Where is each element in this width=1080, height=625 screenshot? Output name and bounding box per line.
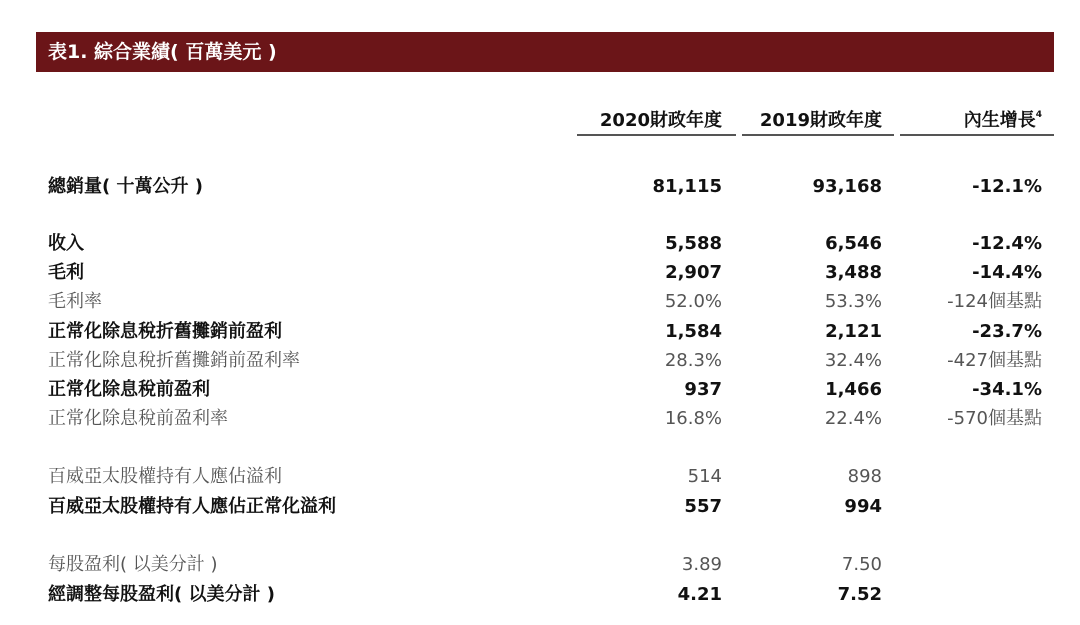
cell-fy2019: 3,488: [825, 262, 882, 283]
cell-organic-growth: -570個基點: [947, 408, 1042, 429]
cell-organic-growth: -14.4%: [972, 262, 1042, 283]
table-row: [0, 404, 1080, 434]
column-rule-fy2019: [742, 134, 894, 136]
cell-fy2020: 3.89: [681, 554, 722, 575]
column-header-organic-growth-label: 內生增長: [963, 110, 1036, 131]
table-title-bar: [36, 32, 1054, 72]
cell-fy2019: 32.4%: [824, 350, 882, 371]
cell-fy2019: 1,466: [825, 379, 882, 400]
column-rule-organic-growth: [900, 134, 1054, 136]
table-row: [0, 346, 1080, 376]
cell-fy2020: 514: [687, 466, 722, 487]
cell-fy2020: 1,584: [665, 321, 722, 342]
cell-fy2020: 81,115: [652, 176, 722, 197]
row-label: 每股盈利( 以美分計 ): [48, 554, 218, 575]
row-label: 總銷量( 十萬公升 ): [48, 176, 203, 197]
cell-fy2019: 7.52: [837, 584, 882, 605]
table-row: [0, 462, 1080, 492]
cell-fy2019: 93,168: [812, 176, 882, 197]
row-label: 正常化除息稅前盈利: [48, 379, 210, 400]
table-row: [0, 492, 1080, 522]
cell-fy2020: 4.21: [677, 584, 722, 605]
cell-fy2020: 16.8%: [664, 408, 722, 429]
row-label: 毛利率: [48, 291, 102, 312]
cell-organic-growth: -12.4%: [972, 233, 1042, 254]
cell-fy2019: 53.3%: [824, 291, 882, 312]
table-row: [0, 172, 1080, 202]
row-label: 收入: [48, 233, 84, 254]
row-label: 經調整每股盈利( 以美分計 ): [48, 584, 275, 605]
cell-organic-growth: -12.1%: [972, 176, 1042, 197]
table-row: [0, 229, 1080, 259]
cell-fy2020: 557: [684, 496, 722, 517]
column-header-fy2020: 2020財政年度: [599, 110, 722, 131]
row-label: 正常化除息稅折舊攤銷前盈利率: [48, 350, 300, 371]
cell-fy2020: 5,588: [665, 233, 722, 254]
cell-organic-growth: -427個基點: [947, 350, 1042, 371]
cell-fy2019: 6,546: [825, 233, 882, 254]
cell-fy2019: 898: [847, 466, 882, 487]
row-label: 百威亞太股權持有人應佔正常化溢利: [48, 496, 336, 517]
table-row: [0, 287, 1080, 317]
table-title: 表1. 綜合業績( 百萬美元 ): [48, 41, 277, 63]
row-label: 正常化除息稅前盈利率: [48, 408, 228, 429]
cell-organic-growth: -34.1%: [972, 379, 1042, 400]
cell-fy2020: 52.0%: [664, 291, 722, 312]
cell-fy2019: 2,121: [825, 321, 882, 342]
cell-fy2019: 22.4%: [824, 408, 882, 429]
cell-organic-growth: -23.7%: [972, 321, 1042, 342]
cell-fy2020: 28.3%: [664, 350, 722, 371]
footnote-marker: 4: [1035, 110, 1042, 120]
table-row: [0, 317, 1080, 347]
column-header-organic-growth: [964, 106, 1042, 136]
cell-organic-growth: -124個基點: [947, 291, 1042, 312]
cell-fy2020: 937: [684, 379, 722, 400]
row-label: 毛利: [48, 262, 84, 283]
column-rule-fy2020: [577, 134, 736, 136]
table-row: [0, 375, 1080, 405]
table-row: [0, 550, 1080, 580]
table-row: [0, 580, 1080, 610]
cell-fy2019: 7.50: [841, 554, 882, 575]
cell-fy2019: 994: [844, 496, 882, 517]
cell-fy2020: 2,907: [665, 262, 722, 283]
row-label: 百威亞太股權持有人應佔溢利: [48, 466, 282, 487]
column-header-fy2019: 2019財政年度: [759, 110, 882, 131]
row-label: 正常化除息稅折舊攤銷前盈利: [48, 321, 282, 342]
table-row: [0, 258, 1080, 288]
